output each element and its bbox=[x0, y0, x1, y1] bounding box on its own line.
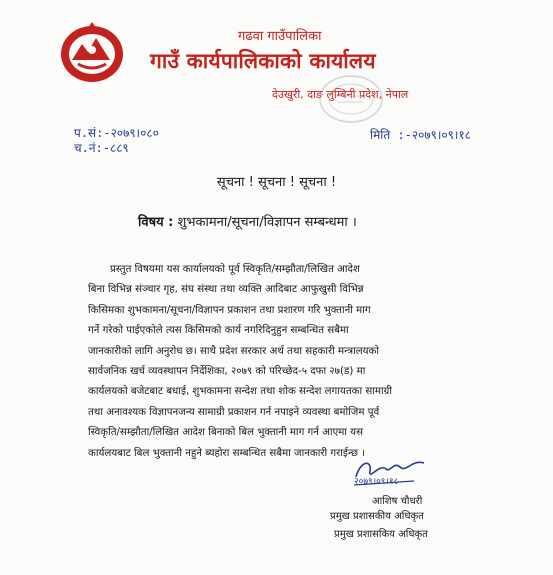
letter-number: प.सं:-२०७९।०८० bbox=[74, 126, 159, 140]
office-name: गाउँ कार्यपालिकाको कार्यालय bbox=[150, 49, 376, 73]
signature-date: २०७९।०९।१८ bbox=[354, 477, 399, 487]
office-address: देउखुरी, दाङ लुम्बिनी प्रदेश, नेपाल bbox=[272, 88, 409, 101]
nepal-emblem-logo bbox=[58, 20, 126, 84]
subject-line bbox=[138, 212, 357, 230]
body-line: सार्वजनिक खर्च व्यवस्थापन निर्देशिका, २०७९ को परिच्छेद-५ दफा २७(ड) मा bbox=[88, 366, 366, 378]
body-line: कार्यलयबाट बिल भुक्तानी नहुने ब्यहोरा सम्बन्धित सबैमा जानकारी गराईन्छ । bbox=[88, 447, 366, 459]
signer-designation: प्रमुख प्रशासकीय अधिकृत bbox=[330, 511, 424, 522]
dispatch-number: च.नं:-८८९ bbox=[74, 141, 129, 155]
body-line: जानकारीको लागि अनुरोध छ। साथै प्रदेश सरकार अर्थ तथा सहकारी मन्त्रालयको bbox=[88, 345, 379, 357]
body-line: प्रस्तुत विषयमा यस कार्यालयको पूर्व स्विकृति/सम्झौता/लिखित आदेश bbox=[110, 264, 360, 275]
subject-text: शुभकामना/सूचना/विज्ञापन सम्बन्धमा । bbox=[177, 215, 357, 230]
body-paragraph bbox=[88, 260, 474, 464]
subject-label: विषय : bbox=[138, 215, 174, 230]
body-line: किसिमका शुभकामना/सूचना/विज्ञापन प्रकाशन तथा प्रशारण गरि भुक्तानी माग bbox=[88, 304, 371, 316]
signer-name: आशिष चौधरी bbox=[372, 496, 423, 507]
body-line: बिना विभिन्न संञ्चार गृह, संघ संस्था तथा व्यक्ति आदिबाट आफुखुसी विभिन्न bbox=[88, 284, 364, 296]
body-line: स्विकृति/सम्झौता/लिखित आदेश बिनाको बिल भुक्तानी माग गर्न आएमा यस bbox=[88, 427, 363, 439]
designation-stamp: प्रमुख प्रशासकिय अधिकृत bbox=[334, 529, 428, 540]
notice-title: सूचना ! सूचना ! सूचना ! bbox=[216, 175, 337, 190]
body-line: गर्ने गरेको पाईएकोले त्यस किसिमको कार्य नगरिदिनुहुन सम्बन्धित सबैमा bbox=[88, 325, 349, 337]
body-line: कार्यलयको बजेटबाट बधाई, शुभकामना सन्देश तथा शोक सन्देश लगायतका सामाग्री bbox=[88, 386, 392, 398]
municipality-name: गढवा गाउँपालिका bbox=[238, 29, 322, 44]
office-stamp-seal bbox=[318, 74, 384, 124]
body-line: तथा अनावश्यक विज्ञापनजन्य सामाग्री प्रकाशन गर्न नपाइने व्यवस्था बमोजिम पूर्व bbox=[88, 406, 380, 418]
letter-date: मिति :-२०७९।०९।१८ bbox=[370, 128, 471, 142]
